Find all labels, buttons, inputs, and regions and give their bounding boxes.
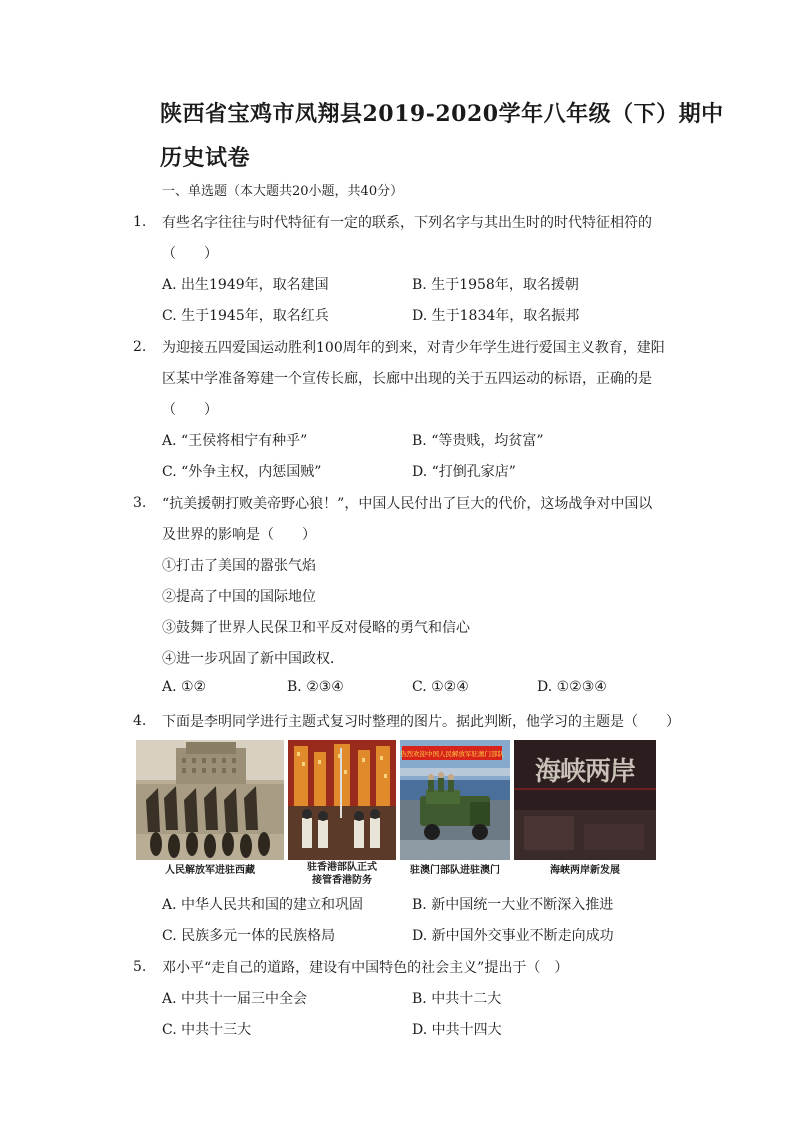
question-1-option-b[interactable]: B. 生于1958年，取名援朝 xyxy=(412,277,579,293)
photo-caption-tibet: 人民解放军进驻西藏 xyxy=(165,865,255,876)
question-3-statement-1: ①打击了美国的嚣张气焰 xyxy=(162,558,316,574)
question-5-stem-line1: 邓小平“走自己的道路，建设有中国特色的社会主义”提出于（ ） xyxy=(162,960,569,976)
question-2-stem-line2: 区某中学准备筹建一个宣传长廊，长廊中出现的关于五四运动的标语，正确的是 xyxy=(162,371,652,387)
question-1-stem-line1: 有些名字往往与时代特征有一定的联系，下列名字与其出生时的时代特征相符的 xyxy=(162,215,652,231)
question-3-option-d[interactable]: D. ①②③④ xyxy=(537,679,607,695)
question-5-option-a[interactable]: A. 中共十一届三中全会 xyxy=(162,991,308,1007)
question-1-stem-line2: （ ） xyxy=(162,246,218,262)
question-1-option-d[interactable]: D. 生于1834年，取名振邦 xyxy=(412,308,580,324)
question-4-number: 4. xyxy=(133,713,147,729)
page-title-line2: 历史试卷 xyxy=(160,145,251,171)
photo-hk-garrison xyxy=(288,740,396,860)
question-4-option-c[interactable]: C. 民族多元一体的民族格局 xyxy=(162,928,336,944)
cross-strait-logo-text: 海峡两岸 xyxy=(534,757,636,787)
question-2-number: 2. xyxy=(133,339,147,355)
question-5-option-b[interactable]: B. 中共十二大 xyxy=(412,991,502,1007)
question-2-stem-line1: 为迎接五四爱国运动胜利100周年的到来，对青少年学生进行爱国主义教育，建阳 xyxy=(162,340,665,356)
question-1-number: 1. xyxy=(133,214,147,230)
photo-caption-hk-line1: 驻香港部队正式 xyxy=(307,862,377,873)
question-3-statement-2: ②提高了中国的国际地位 xyxy=(162,589,316,605)
question-3-statement-3: ③鼓舞了世界人民保卫和平反对侵略的勇气和信心 xyxy=(162,620,470,636)
photo-caption-macau: 驻澳门部队进驻澳门 xyxy=(410,865,500,876)
banner-text: 热烈欢迎中国人民解放军驻澳门部队 xyxy=(400,750,504,758)
section-heading: 一、单选题（本大题共20小题，共40分） xyxy=(162,184,404,199)
question-2-option-a[interactable]: A. “王侯将相宁有种乎” xyxy=(162,433,308,449)
photo-macau-garrison xyxy=(400,740,510,860)
question-5-option-d[interactable]: D. 中共十四大 xyxy=(412,1022,502,1038)
question-3-number: 3. xyxy=(133,495,147,511)
question-2-stem-line3: （ ） xyxy=(162,402,218,418)
question-1-option-c[interactable]: C. 生于1945年，取名红兵 xyxy=(162,308,329,324)
photo-caption-hk-line2: 接管香港防务 xyxy=(312,875,372,886)
question-5-option-c[interactable]: C. 中共十三大 xyxy=(162,1022,252,1038)
photo-cross-strait xyxy=(514,740,656,860)
question-5-number: 5. xyxy=(133,959,147,975)
question-3-statement-4: ④进一步巩固了新中国政权． xyxy=(162,651,344,667)
question-1-option-a[interactable]: A. 出生1949年，取名建国 xyxy=(162,277,329,293)
photo-pla-tibet xyxy=(136,740,284,860)
question-3-stem-line2: 及世界的影响是（ ） xyxy=(162,527,316,543)
question-4-option-d[interactable]: D. 新中国外交事业不断走向成功 xyxy=(412,928,614,944)
question-3-option-c[interactable]: C. ①②④ xyxy=(412,679,469,695)
question-3-stem-line1: “抗美援朝打败美帝野心狼！”，中国人民付出了巨大的代价，这场战争对中国以 xyxy=(162,496,653,512)
question-2-option-d[interactable]: D. “打倒孔家店” xyxy=(412,464,516,480)
question-2-option-b[interactable]: B. “等贵贱，均贫富” xyxy=(412,433,544,449)
question-3-option-b[interactable]: B. ②③④ xyxy=(287,679,344,695)
question-3-option-a[interactable]: A. ①② xyxy=(162,679,207,695)
photo-caption-cross-strait: 海峡两岸新发展 xyxy=(550,865,620,876)
question-4-option-a[interactable]: A. 中华人民共和国的建立和巩固 xyxy=(162,897,364,913)
question-2-option-c[interactable]: C. “外争主权，内惩国贼” xyxy=(162,464,322,480)
page-title-line1: 陕西省宝鸡市凤翔县2019-2020学年八年级（下）期中 xyxy=(160,101,724,127)
question-4-stem-line1: 下面是李明同学进行主题式复习时整理的图片。据此判断，他学习的主题是（ ） xyxy=(162,714,680,730)
question-4-option-b[interactable]: B. 新中国统一大业不断深入推进 xyxy=(412,897,614,913)
